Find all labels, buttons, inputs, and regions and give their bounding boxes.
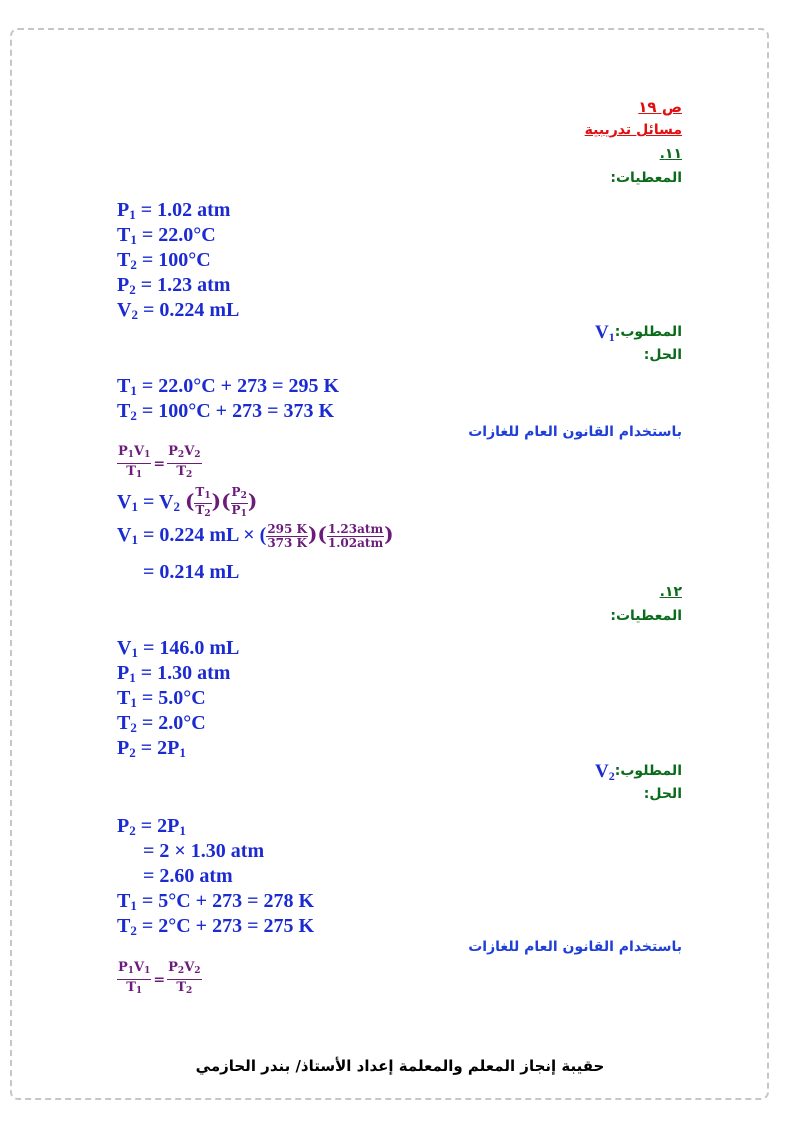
p12-given-2: $P_1 = 1.30$ atm [117, 662, 231, 685]
p11-v1-calc: $V_1 = 0.224$ mL × ( $\frac{295 K}{373 K}$ )( $\frac{\text{1.23atm}}{\text{1.02atm}}$ ) [117, 521, 394, 550]
p11-given-3: $T_2 = 100^\circ C$ [117, 249, 211, 272]
p11-step-2: $T_2 = 100^\circ C + 273 = 373$ K [117, 400, 335, 423]
footer-credit: حقيبة إنجاز المعلم والمعلمة إعداد الأستاذ/ بندر الحازمي [195, 1057, 605, 1075]
p12-combined-gas-law: $\frac{P_1V_1}{T_1}$ = $\frac{P_2V_2}{T_2}$ [118, 960, 201, 996]
p12-step-1: $T_1 = 5^\circ C + 273 = 278$ K [117, 890, 315, 913]
page-number-label: ص ١٩ [638, 98, 682, 116]
problem-11-number: ١١. [659, 146, 682, 162]
p11-given-5: $V_2 = 0.224$ mL [117, 299, 240, 322]
problem-11-solution-label: الحل: [643, 347, 682, 363]
problem-12-number: ١٢. [659, 584, 682, 600]
problem-12-required: $المطلوب:V_2$ [595, 761, 682, 783]
p12-step-2: $T_2 = 2^\circ C + 273 = 275$ K [117, 915, 315, 938]
p11-given-1: $P_1 = 1.02$ atm [117, 199, 231, 222]
p11-given-4: $P_2 = 1.23$ atm [117, 274, 231, 297]
p12-p2-line: $P_2 = 2P_1$ [117, 815, 186, 838]
p11-result: = 0.214 mL [143, 561, 240, 583]
p11-step-1: $T_1 = 22.0^\circ C + 273 = 295$ K [117, 375, 340, 398]
p12-p2-calc: = 2 × 1.30 atm [143, 840, 265, 862]
p12-given-4: $T_2 = 2.0^\circ C$ [117, 712, 206, 735]
p11-v1-formula: $V_1 = V_2$ ( $\frac{T_1}{T_2}$ )( $\frac{P_2}{P_1}$ ) [117, 485, 258, 519]
p12-given-5: $P_2 = 2P_1$ [117, 737, 186, 760]
problem-12-given-label: المعطيات: [610, 608, 682, 624]
p12-p2-result: = 2.60 atm [143, 865, 233, 887]
p11-combined-gas-law: $\frac{P_1V_1}{T_1}$ = $\frac{P_2V_2}{T_2}$ [118, 444, 201, 480]
p12-given-1: $V_1 = 146.0$ mL [117, 637, 240, 660]
problem-12-solution-label: الحل: [643, 786, 682, 802]
problem-11-given-label: المعطيات: [610, 170, 682, 186]
p12-law-text: باستخدام القانون العام للغازات [468, 939, 682, 955]
p12-given-3: $T_1 = 5.0^\circ C$ [117, 687, 206, 710]
section-title: مسائل تدريبية [584, 122, 682, 138]
p11-law-text: باستخدام القانون العام للغازات [468, 424, 682, 440]
p11-given-2: $T_1 = 22.0^\circ C$ [117, 224, 216, 247]
problem-11-required: $المطلوب:V_1$ [595, 322, 682, 344]
